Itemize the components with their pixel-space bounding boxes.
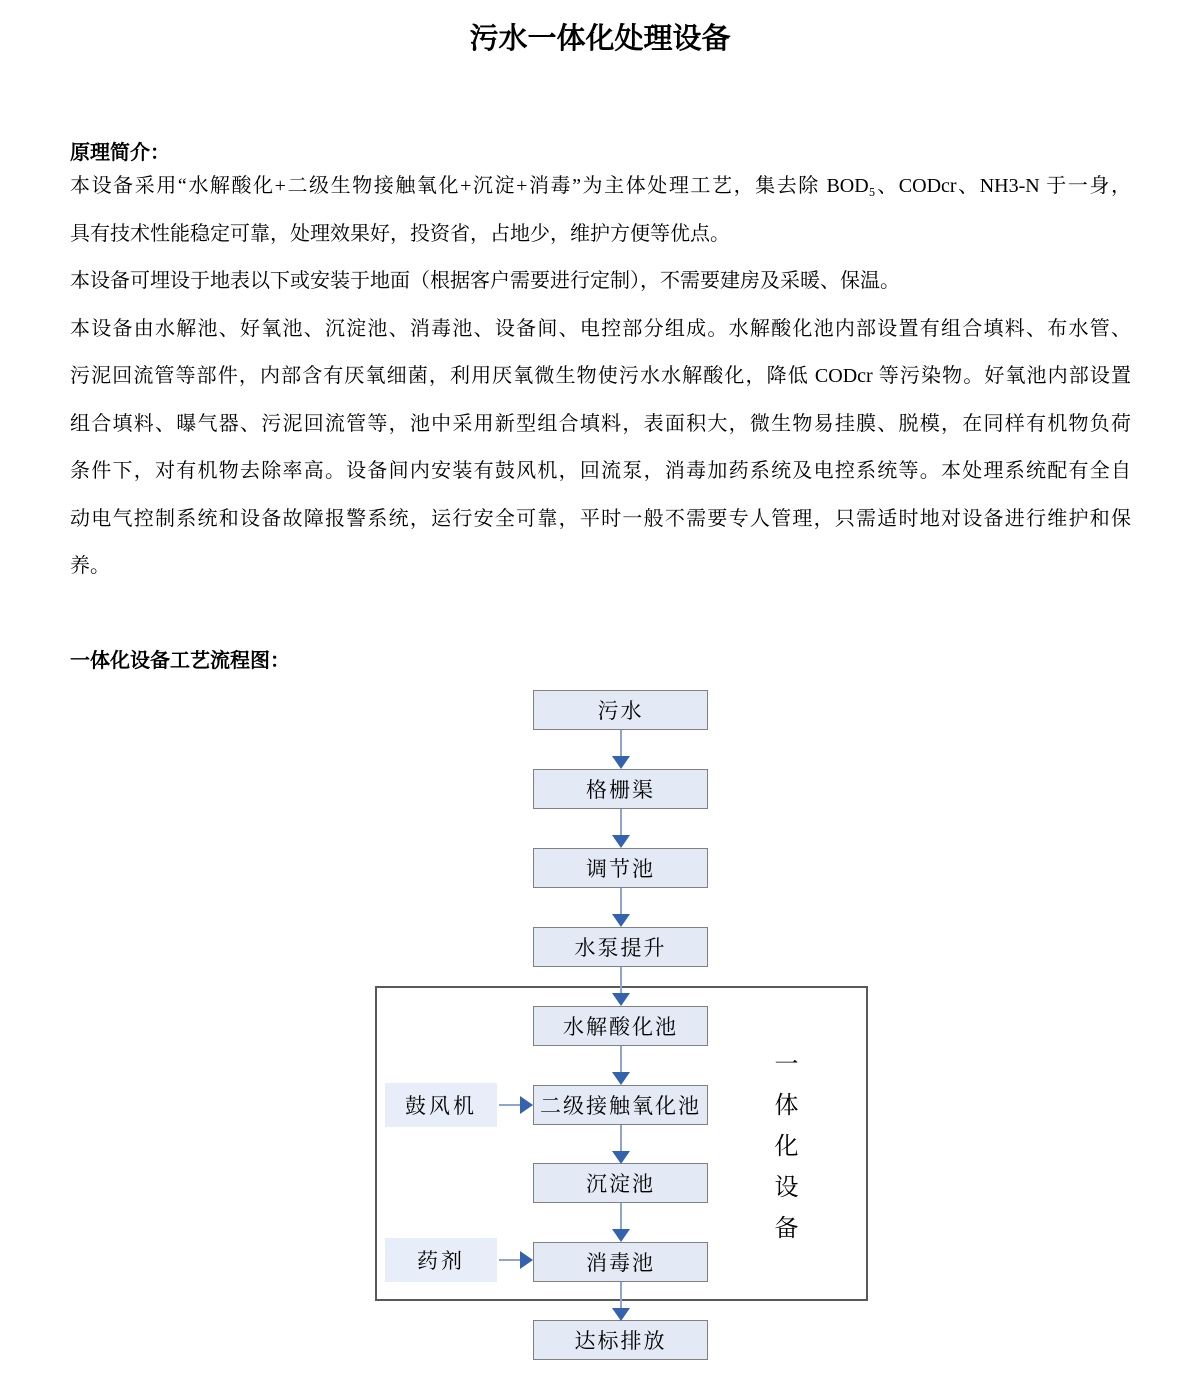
flow-node-standard-discharge: 达标排放 xyxy=(533,1320,708,1360)
intro-line-1: 本设备采用“水解酸化+二级生物接触氧化+沉淀+消毒”为主体处理工艺，集去除 BOD₅、CODcr、NH3-N 于一身， xyxy=(70,175,1131,197)
flow-arrow-down-icon xyxy=(612,967,630,1006)
flow-node-regulating-tank: 调节池 xyxy=(533,848,708,888)
integrated-equipment-group-label: 一体化设备 xyxy=(770,1051,796,1256)
flow-node-sedimentation-tank: 沉淀池 xyxy=(533,1163,708,1203)
intro-line-4: 本设备由水解池、好氧池、沉淀池、消毒池、设备间、电控部分组成。水解酸化池内部设置有组合填料、布水管、 xyxy=(70,317,1131,340)
flow-arrow-down-icon xyxy=(612,1125,630,1164)
intro-line-8: 动电气控制系统和设备故障报警系统，运行安全可靠，平时一般不需要专人管理，只需适时地对设备进行维护和保 xyxy=(70,507,1131,530)
intro-line-3: 本设备可埋设于地表以下或安装于地面（根据客户需要进行定制），不需要建房及采暖、保温。 xyxy=(70,270,900,292)
intro-line-2: 具有技术性能稳定可靠，处理效果好，投资省，占地少，维护方便等优点。 xyxy=(70,222,730,245)
flow-arrow-down-icon xyxy=(612,1046,630,1085)
flow-node-grid-channel: 格栅渠 xyxy=(533,769,708,809)
flow-arrow-right-icon xyxy=(499,1096,533,1114)
page-title: 污水一体化处理设备 xyxy=(469,23,731,55)
intro-line-9: 养。 xyxy=(70,555,110,577)
flow-node-secondary-contact-oxidation-tank: 二级接触氧化池 xyxy=(533,1085,708,1125)
flow-node-disinfection-tank: 消毒池 xyxy=(533,1242,708,1282)
intro-heading: 原理简介： xyxy=(70,142,170,164)
side-node-blower: 鼓风机 xyxy=(385,1083,497,1127)
intro-line-5: 污泥回流管等部件，内部含有厌氧细菌，利用厌氧微生物使污水水解酸化，降低 CODcr 等污染物。好氧池内部设置 xyxy=(70,365,1131,387)
flow-arrow-down-icon xyxy=(612,1282,630,1321)
intro-line-7: 条件下，对有机物去除率高。设备间内安装有鼓风机，回流泵，消毒加药系统及电控系统等。本处理系统配有全自 xyxy=(70,460,1131,482)
flow-node-hydrolysis-acidification-tank: 水解酸化池 xyxy=(533,1006,708,1046)
side-node-chemical-agent: 药剂 xyxy=(385,1238,497,1282)
flow-node-pump-lift: 水泵提升 xyxy=(533,927,708,967)
flowchart-heading: 一体化设备工艺流程图： xyxy=(70,650,290,672)
flow-arrow-down-icon xyxy=(612,809,630,848)
flow-arrow-down-icon xyxy=(612,1203,630,1242)
flow-arrow-down-icon xyxy=(612,888,630,927)
intro-line-6: 组合填料、曝气器、污泥回流管等，池中采用新型组合填料，表面积大，微生物易挂膜、脱模，在同样有机物负荷 xyxy=(70,412,1131,435)
flow-arrow-down-icon xyxy=(612,730,630,769)
flow-node-sewage: 污水 xyxy=(533,690,708,730)
flow-arrow-right-icon xyxy=(499,1251,533,1269)
